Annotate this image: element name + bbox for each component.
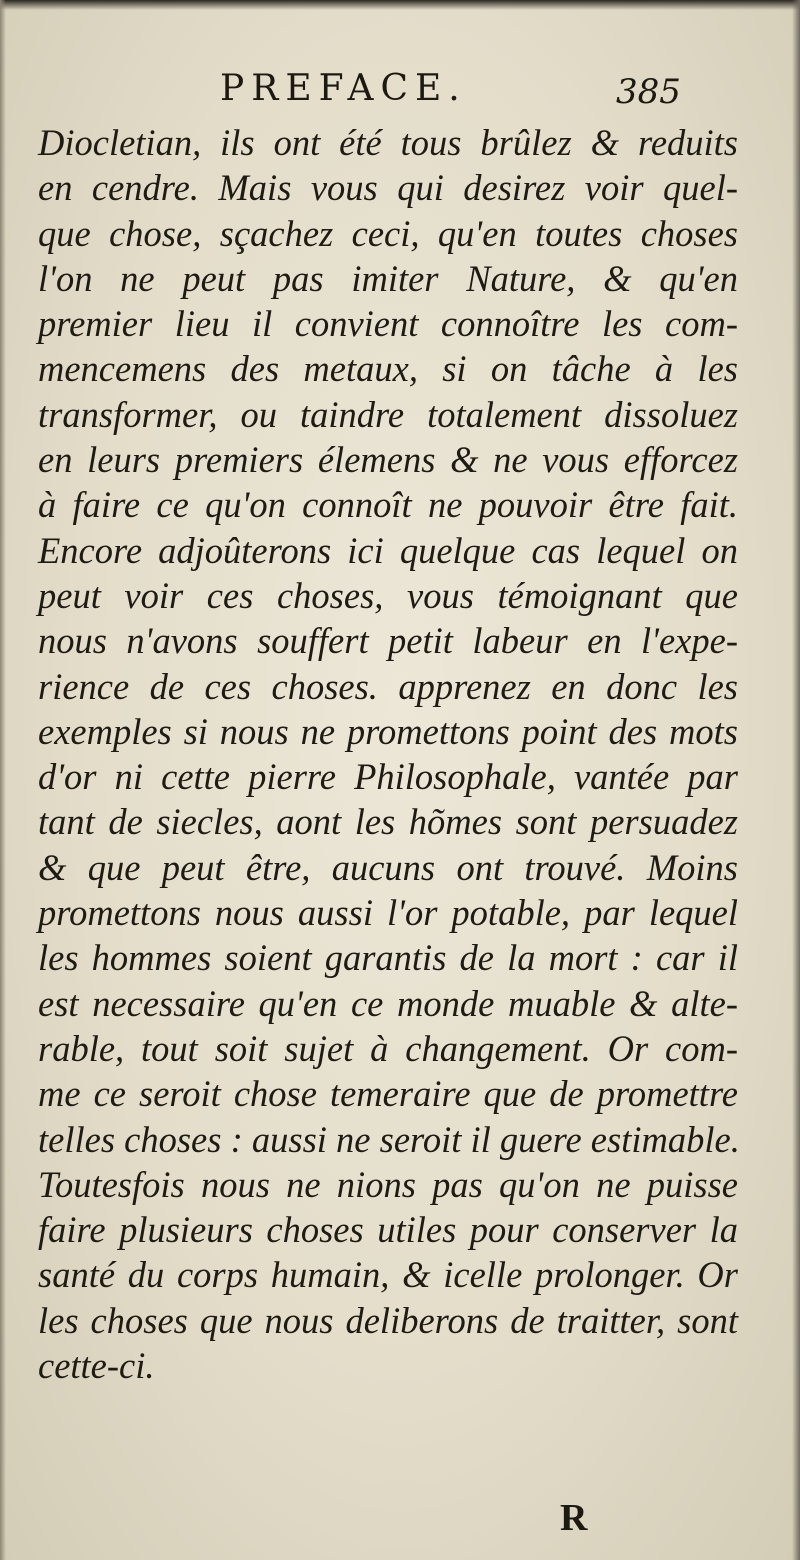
text-line: mencemens des metaux, si on tâche à les <box>38 348 738 390</box>
running-title: PREFACE. <box>220 68 467 109</box>
text-line: Encore adjoûterons ici quelque cas lequel on <box>38 529 738 571</box>
text-line: nous n'avons souffert petit labeur en l'expe- <box>38 620 738 662</box>
text-line: rable, tout soit sujet à changement. Or com- <box>38 1027 738 1069</box>
text-line: promettons nous aussi l'or potable, par lequel <box>38 892 738 934</box>
page-left-edge-shadow <box>0 0 6 1560</box>
text-line: me ce seroit chose temeraire que de promettre <box>38 1073 738 1115</box>
text-line: Toutesfois nous ne nions pas qu'on ne puisse <box>38 1163 738 1205</box>
text-line: que chose, sçachez ceci, qu'en toutes choses <box>38 212 738 254</box>
text-line: telles choses : aussi ne seroit il guere estimable. <box>38 1118 740 1160</box>
text-line: rience de ces choses. apprenez en donc les <box>38 665 738 707</box>
text-line: est necessaire qu'en ce monde muable & alte- <box>38 982 738 1024</box>
text-line: faire plusieurs choses utiles pour conserver la <box>38 1209 738 1251</box>
text-line: les hommes soient garantis de la mort : car il <box>38 937 738 979</box>
text-line: & que peut être, aucuns ont trouvé. Moins <box>38 846 738 888</box>
text-line: peut voir ces choses, vous témoignant que <box>38 574 738 616</box>
text-line: cette-ci. <box>38 1345 155 1387</box>
text-line: les choses que nous deliberons de traitter, sont <box>38 1299 738 1341</box>
text-line: à faire ce qu'on connoît ne pouvoir être fait. <box>38 484 738 526</box>
page-right-edge-shadow <box>792 0 800 1560</box>
signature-mark: R <box>560 1497 588 1539</box>
text-line: en cendre. Mais vous qui desirez voir quel- <box>38 167 738 209</box>
page-header <box>0 68 800 120</box>
page-number: 385 <box>616 72 681 112</box>
page-top-edge-shadow <box>0 0 800 10</box>
text-line: tant de siecles, aont les hõmes sont persuadez <box>38 801 738 843</box>
text-line: transformer, ou taindre totalement dissoluez <box>38 393 738 435</box>
text-line: premier lieu il convient connoître les com- <box>38 303 738 345</box>
text-line: l'on ne peut pas imiter Nature, & qu'en <box>38 257 738 299</box>
text-line: en leurs premiers élemens & ne vous efforcez <box>38 439 738 481</box>
text-line: d'or ni cette pierre Philosophale, vantée par <box>38 756 738 798</box>
text-line: exemples si nous ne promettons point des mots <box>38 710 738 752</box>
text-line: Diocletian, ils ont été tous brûlez & reduits <box>38 122 738 163</box>
text-line: santé du corps humain, & icelle prolonger. Or <box>38 1254 738 1296</box>
body-text <box>38 120 738 1388</box>
